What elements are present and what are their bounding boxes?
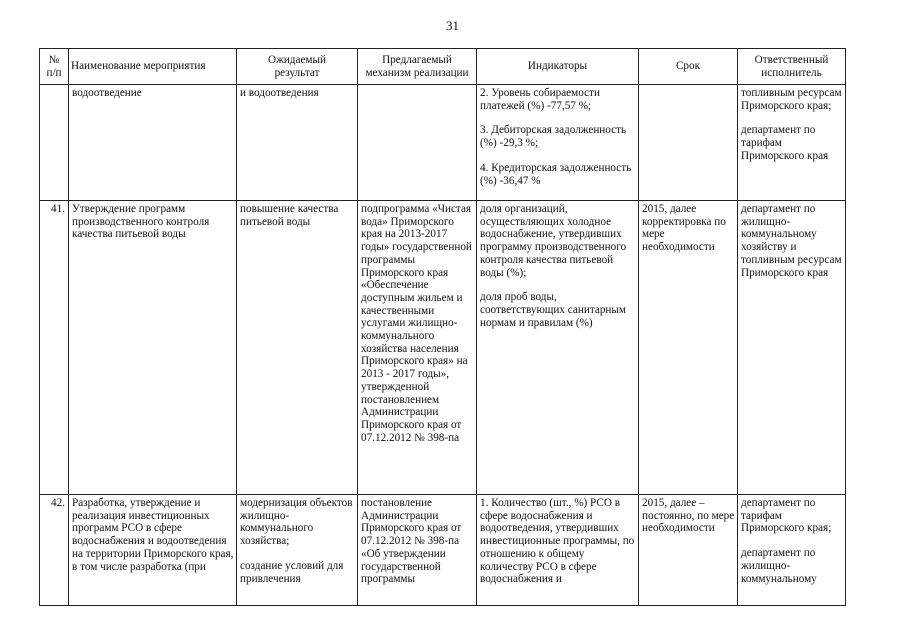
row-executor: [738, 85, 846, 201]
row-term: 2015, далее корректировка по мере необходимости: [639, 201, 738, 495]
header-row: [40, 49, 846, 85]
header-num: № п/п: [40, 49, 69, 85]
row-num: [40, 85, 69, 201]
row-indicators: [477, 201, 639, 495]
row-executor: [738, 201, 846, 495]
header-mechanism: Предлагаемый механизм реализации: [358, 49, 477, 85]
header-term: Срок: [639, 49, 738, 85]
table-row: [40, 201, 846, 495]
measures-table: [39, 48, 846, 606]
header-result: Ожидаемый результат: [237, 49, 358, 85]
indicator-item: 1. Количество (шт., %) РСО в сфере водоснабжения и водоотведения, утвердивших инвестиционные программы, по отношению к общему количеству РСО в сфере водоснабжения и: [480, 497, 635, 586]
row-term: 2015, далее – постоянно, по мере необходимости: [639, 495, 738, 606]
table-row: [40, 85, 846, 201]
executor-item: топливным ресурсам Приморского края;: [741, 87, 842, 112]
result-item: модернизация объектов жилищно-коммунального хозяйства;: [240, 497, 353, 548]
executor-item: департамент по жилищно-коммунальному: [741, 547, 817, 585]
header-executor: Ответственный исполнитель: [738, 49, 846, 85]
row-name: Утверждение программ производственного контроля качества питьевой воды: [69, 201, 237, 495]
header-indicators: Индикаторы: [477, 49, 639, 85]
indicator-item: 2. Уровень собираемости платежей (%) -77,57 %;: [480, 87, 600, 112]
row-indicators: [477, 495, 639, 606]
indicator-item: доля проб воды, соответствующих санитарным нормам и правилам (%): [480, 291, 627, 329]
row-result: [237, 495, 358, 606]
table-row: [40, 495, 846, 606]
result-item: создание условий для привлечения: [240, 559, 344, 585]
header-name: Наименование мероприятия: [69, 49, 237, 85]
row-indicators: [477, 85, 639, 201]
row-mechanism: [358, 85, 477, 201]
executor-item: департамент по тарифам Приморского края;: [741, 497, 832, 535]
row-name: водоотведение: [69, 85, 237, 201]
indicator-item: 4. Кредиторская задолженность (%) -36,47 %: [480, 161, 632, 187]
page-number: 31: [446, 18, 459, 33]
indicator-item: 3. Дебиторская задолженность (%) -29,3 %;: [480, 124, 627, 150]
row-executor: [738, 495, 846, 606]
row-term: [639, 85, 738, 201]
executor-item: департамент по тарифам Приморского края: [741, 124, 829, 162]
row-mechanism: постановление Администрации Приморского края от 07.12.2012 № 398-па «Об утверждении государственной программы: [358, 495, 477, 606]
row-num: 41.: [40, 201, 69, 495]
indicator-item: доля организаций, осуществляющих холодное водоснабжение, утвердивших программу производственного контроля качества питьевой воды (%);: [480, 203, 627, 279]
row-result: повышение качества питьевой воды: [237, 201, 358, 495]
row-name: Разработка, утверждение и реализация инвестиционных программ РСО в сфере водоснабжения и водоотведения на территории Приморского края, в том числе разработка (при: [69, 495, 237, 606]
row-result: и водоотведения: [237, 85, 358, 201]
row-num: 42.: [40, 495, 69, 606]
row-mechanism: подпрограмма «Чистая вода» Приморского края на 2013-2017 годы» государственной программы Приморского края «Обеспечение доступным жильем и качественными услугами жилищно-коммунального хозяйства населения Приморского края» на 2013 - 2017 годы», утвержденной постановлением Администрации Приморского края от 07.12.2012 № 398-па: [358, 201, 477, 495]
executor-item: департамент по жилищно-коммунальному хозяйству и топливным ресурсам Приморского края: [741, 203, 842, 279]
